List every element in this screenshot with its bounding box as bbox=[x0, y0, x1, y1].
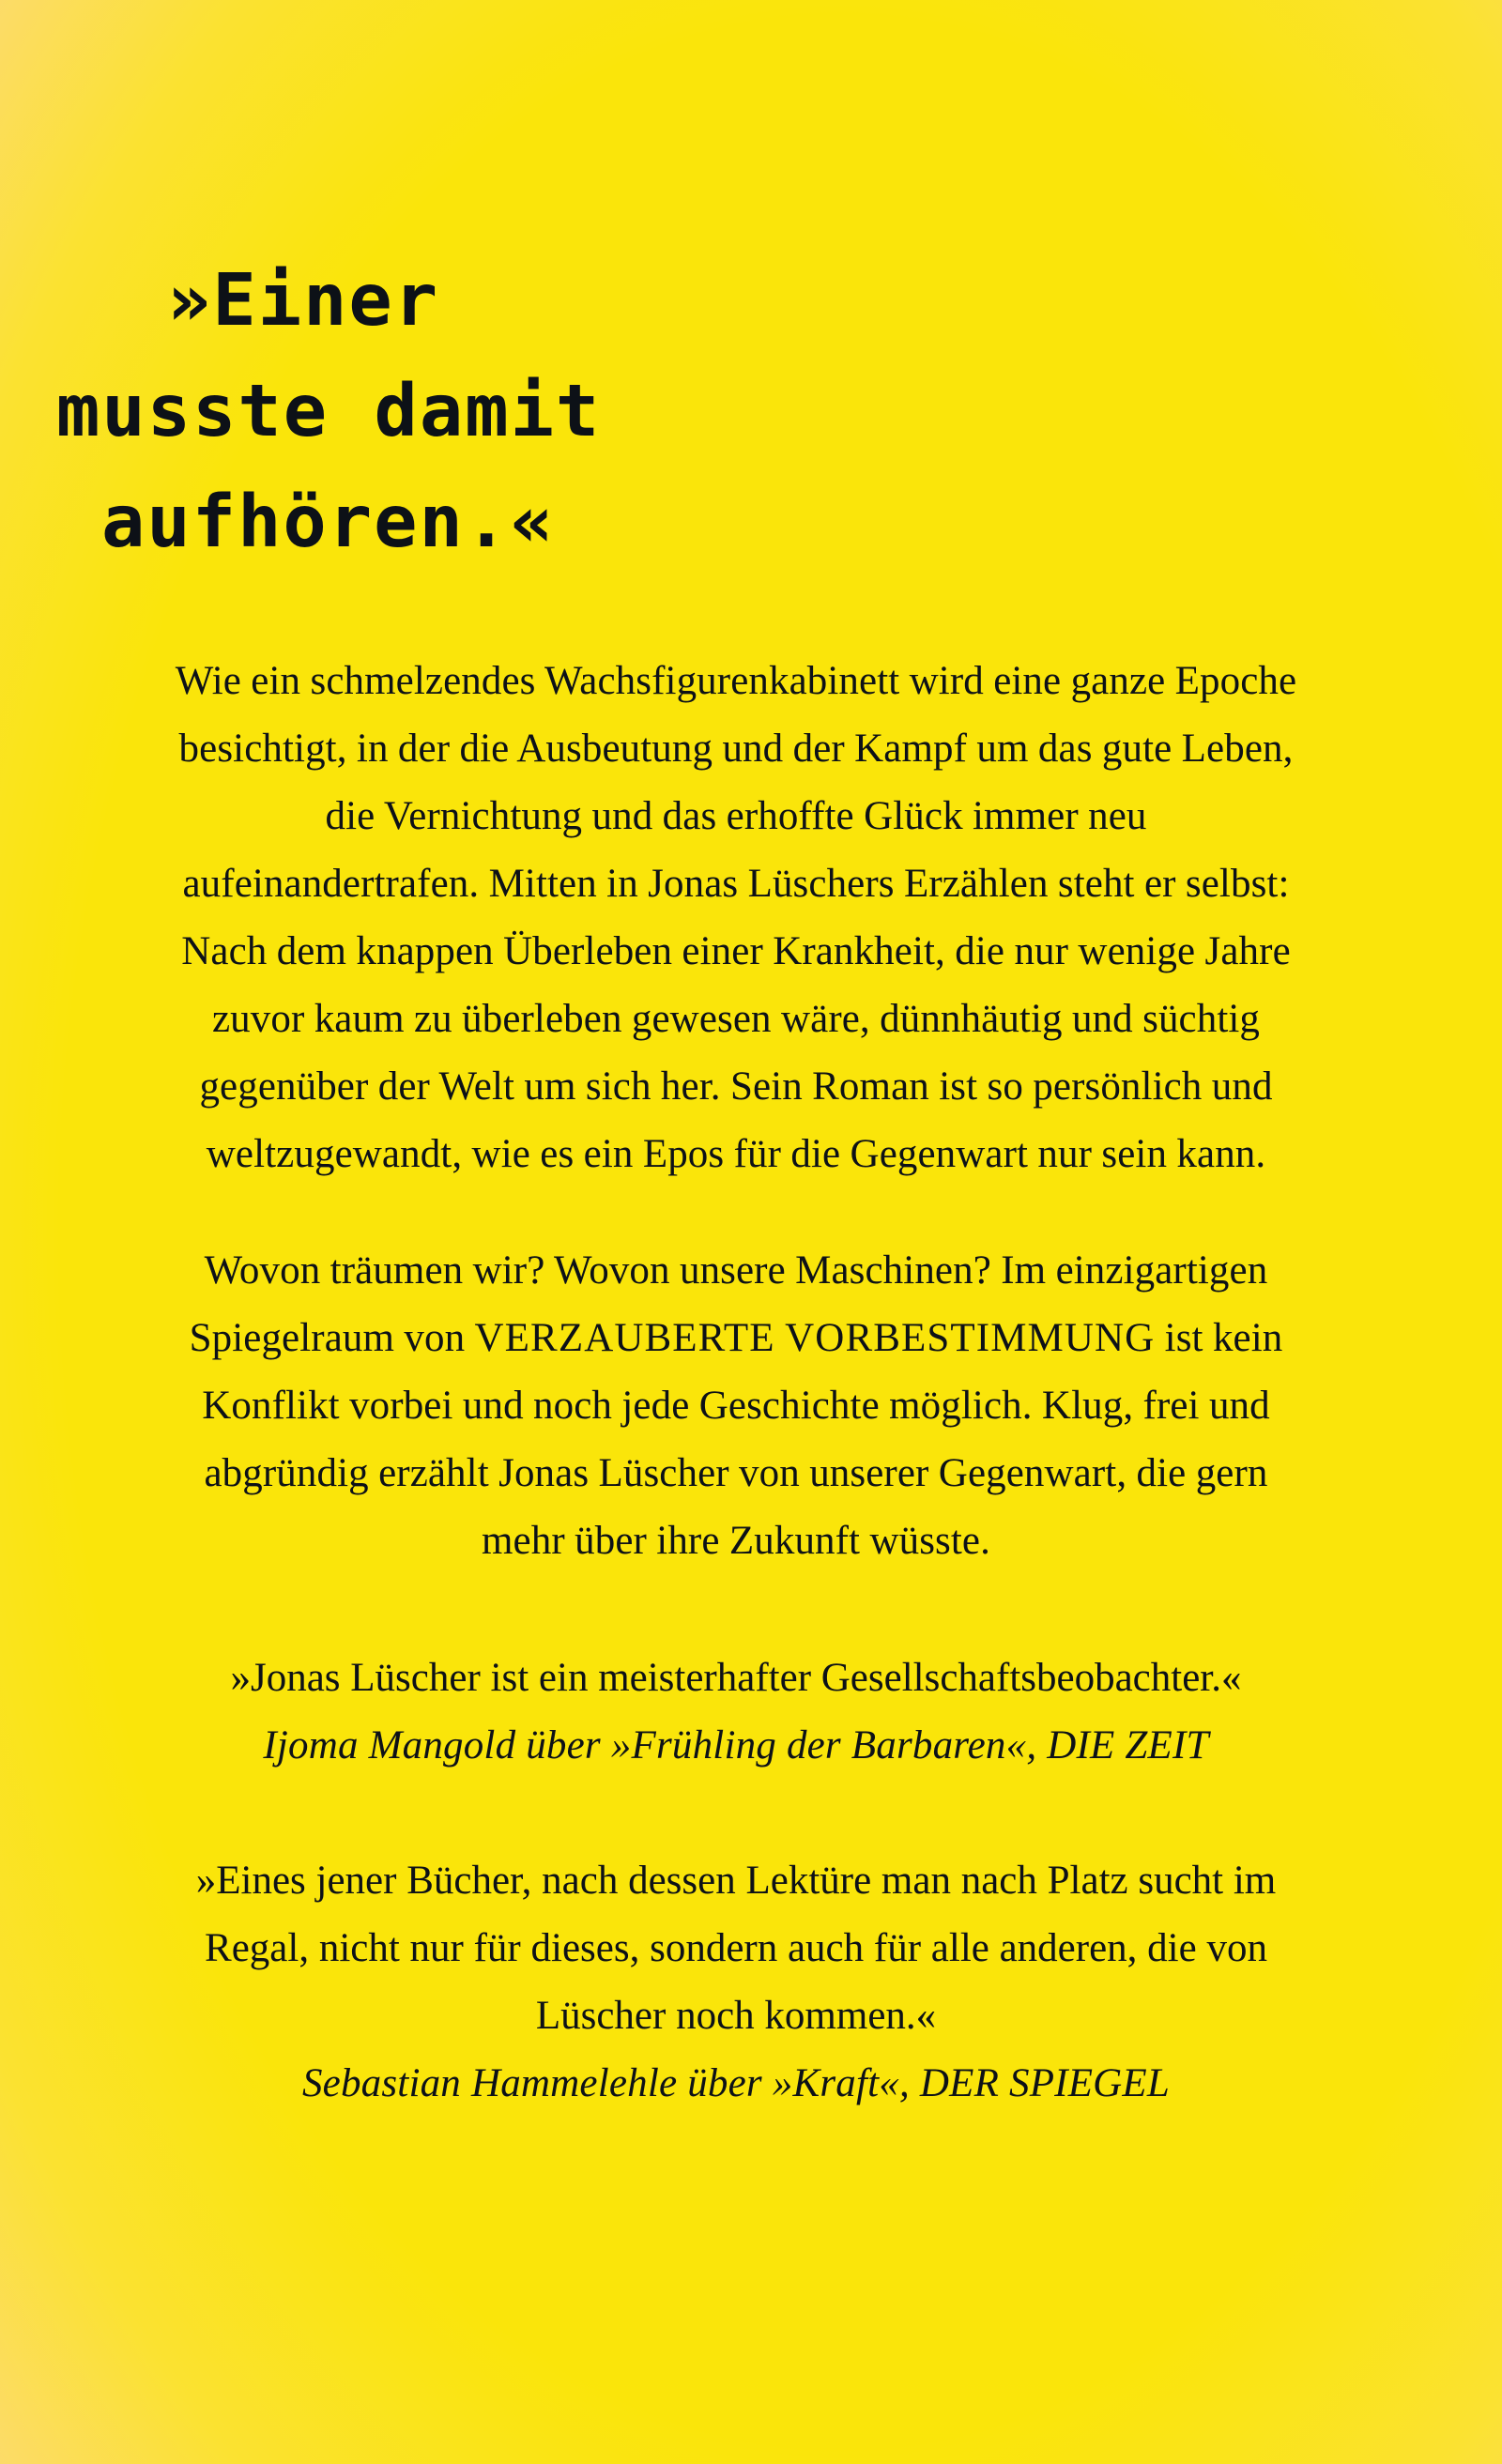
press-quote-1 bbox=[175, 1645, 1297, 1780]
press-quote-1-source: Ijoma Mangold über »Frühling der Barbaren«, DIE ZEIT bbox=[263, 1723, 1209, 1768]
blurb-paragraph-1: Wie ein schmelzendes Wachsfigurenkabinett wird eine ganze Epoche besichtigt, in der die Ausbeutung und der Kampf um das gute Leben, die Vernichtung und das erhoffte Glück immer neu aufeinandertrafen. Mitten in Jonas Lüschers Erzählen steht er selbst: Nach dem knappen Überleben einer Krankheit, die nur wenige Jahre zuvor kaum zu überleben gewesen wäre, dünnhäutig und süchtig gegenüber der Welt um sich her. Sein Roman ist so persönlich und weltzugewandt, wie es ein Epos für die Gegenwart nur sein kann. bbox=[175, 659, 1297, 1176]
headline-line-1: »Einer bbox=[167, 259, 440, 343]
book-title-mention: VERZAUBERTE VORBESTIMMUNG bbox=[474, 1316, 1156, 1360]
headline bbox=[0, 246, 1502, 578]
blurb-paragraph-2-tail: ist kein Konflikt vorbei und noch jede Geschichte möglich. Klug, frei und abgründig erzählt Jonas Lüscher von unserer Gegenwart, die gern mehr über ihre Zukunft wüsste. bbox=[202, 1316, 1283, 1563]
press-quote-2-source: Sebastian Hammelehle über »Kraft«, DER SPIEGEL bbox=[301, 2061, 1171, 2105]
blurb-paragraph-2-lead: Wovon träumen wir? Wovon unsere Maschinen? Im einzigartigen Spiegelraum von bbox=[189, 1248, 1268, 1360]
press-quote-1-text: »Jonas Lüscher ist ein meisterhafter Gesellschaftsbeobachter.« bbox=[230, 1656, 1242, 1700]
blurb-paragraph-2 bbox=[175, 1237, 1297, 1575]
press-quote-2-text: »Eines jener Bücher, nach dessen Lektüre man nach Platz sucht im Regal, nicht nur für dieses, sondern auch für alle anderen, die von Lüscher noch kommen.« bbox=[195, 1859, 1277, 2038]
blurb-section bbox=[175, 648, 1297, 2118]
press-quote-2 bbox=[175, 1847, 1297, 2118]
headline-line-3: aufhören.« bbox=[101, 481, 556, 564]
headline-line-2: musste damit bbox=[56, 370, 602, 453]
